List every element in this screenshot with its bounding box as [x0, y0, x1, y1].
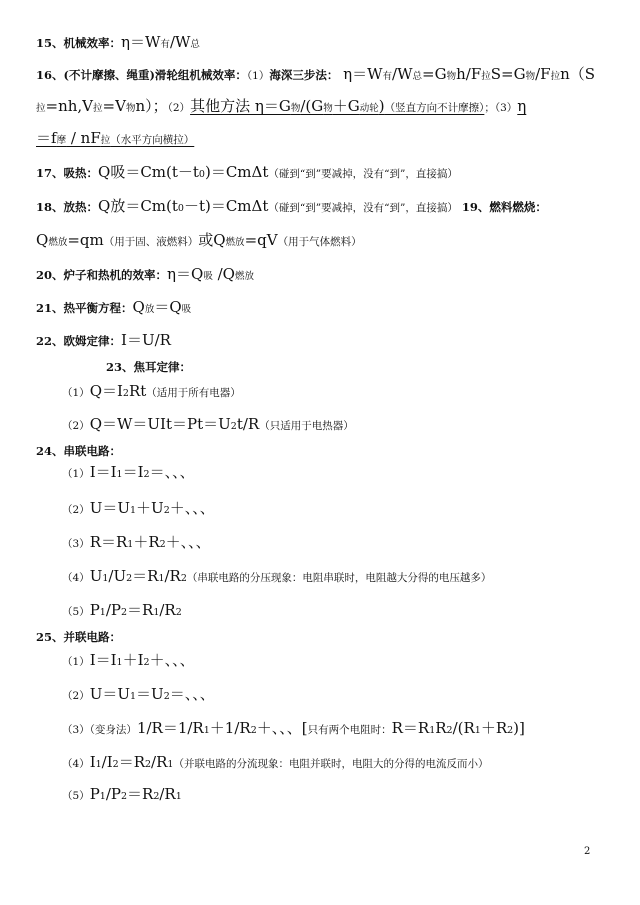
formula-part: （2） — [62, 504, 90, 516]
formula-part: （碰到“到”要减掉，没有“到”，直接搞） — [268, 168, 458, 180]
formula-part: 吸 — [181, 304, 192, 315]
formula-part: 1/R＝1/R — [136, 719, 204, 737]
line-16-cont-1 — [36, 98, 526, 114]
formula-part: R＝R — [89, 533, 128, 551]
formula-part: 2 — [120, 607, 128, 618]
formula-part: 摩 — [56, 135, 67, 146]
line-25-heading — [36, 628, 121, 644]
formula-part: （2） — [62, 420, 90, 432]
formula-part: 燃放 — [225, 237, 245, 248]
item-label: 24、串联电路： — [36, 444, 122, 458]
line-23-2 — [62, 416, 354, 432]
formula-part: 总 — [190, 39, 200, 50]
formula-part: /W — [392, 65, 413, 83]
line-23-heading — [106, 358, 191, 374]
formula-part: 有 — [382, 71, 393, 82]
line-21 — [36, 299, 191, 315]
formula-part: ＋G — [332, 97, 360, 115]
formula-part: ＝I — [122, 463, 144, 481]
item-label: 25、并联电路： — [36, 630, 122, 644]
formula-part: I＝I — [89, 651, 117, 669]
formula-part: 2 — [145, 759, 152, 770]
formula-part: /R — [159, 601, 176, 619]
line-20 — [36, 266, 254, 282]
formula-part: （串联电路的分压现象：电阻串联时，电阻越大分得的电压越多） — [186, 572, 492, 584]
formula-part: 燃放 — [48, 237, 68, 248]
formula-part: /(R — [452, 719, 475, 737]
item-label: 17、吸热： — [36, 166, 99, 180]
formula-part: 海深三步法： — [269, 68, 339, 82]
formula-part: =nh,V — [45, 97, 94, 115]
formula-part: 1 — [158, 573, 165, 584]
formula-part: Q＝I — [89, 382, 123, 400]
line-25-4 — [62, 754, 488, 770]
item-label: 15、机械效率： — [36, 36, 122, 50]
formula-part: 2 — [175, 607, 182, 618]
formula-part: 2 — [122, 388, 129, 399]
formula-part: 1 — [99, 791, 106, 802]
formula-part: 2 — [180, 573, 187, 584]
formula-part: ；（3） — [484, 102, 518, 114]
item-label: 22、欧姆定律： — [36, 334, 122, 348]
formula-part: ＝R — [132, 567, 159, 585]
formula-part: 1 — [167, 759, 174, 770]
formula-part: ) — [378, 97, 385, 115]
line-25-2 — [62, 686, 215, 702]
formula-part: 0 — [198, 169, 205, 180]
formula-part: 1 — [99, 607, 106, 618]
formula-part: 物 — [290, 103, 301, 114]
item-label: 23、焦耳定律： — [106, 360, 192, 374]
formula-part: （2） — [167, 102, 191, 114]
formula-part: ＋、、、 — [149, 651, 195, 669]
formula-part: 总 — [412, 71, 423, 82]
formula-part: n）； — [135, 97, 168, 115]
formula-part: 1 — [429, 725, 436, 736]
line-19-formula — [36, 232, 362, 248]
formula-part: 物 — [525, 71, 536, 82]
formula-part: 2 — [143, 657, 150, 668]
formula-part: I＝I — [89, 463, 117, 481]
formula-part: I — [89, 753, 96, 771]
page-number: 2 — [584, 846, 591, 857]
formula-part: =V — [102, 97, 126, 115]
formula-part: 拉 — [93, 103, 103, 114]
formula-part: （只适用于电热器） — [259, 420, 354, 432]
formula-part: η＝Q — [167, 265, 204, 283]
formula-part: 吸 — [203, 271, 213, 282]
formula-part: （5） — [62, 606, 90, 618]
formula-part: 拉 — [550, 71, 561, 82]
formula-part: /Q — [212, 265, 235, 283]
formula-part: Q — [36, 231, 49, 249]
formula-part: 2 — [163, 505, 170, 516]
formula-part: ＝R — [127, 601, 154, 619]
formula-part: Q＝W＝UIt＝Pt＝U — [89, 415, 231, 433]
formula-part: （用于固、液燃料） — [103, 236, 199, 248]
formula-part: U＝U — [89, 685, 130, 703]
formula-part: h/F — [456, 65, 482, 83]
formula-part: ＋、、、 — [169, 499, 215, 517]
formula-part: ＝R — [118, 753, 145, 771]
line-24-heading — [36, 442, 121, 458]
formula-part: ＋R — [133, 533, 160, 551]
formula-part: P — [89, 601, 100, 619]
formula-part: 2 — [230, 421, 237, 432]
formula-part: t/R — [236, 415, 260, 433]
formula-part: ＝、、、 — [169, 685, 215, 703]
formula-part: Q — [132, 298, 145, 316]
formula-part: 只有两个电阻时： — [307, 724, 392, 736]
line-25-5 — [62, 786, 182, 802]
formula-part: 其他方法 η＝G — [190, 97, 291, 115]
item-label: 18、放热： — [36, 200, 99, 214]
formula-part: ＋U — [136, 499, 164, 517]
formula-part: 拉 — [36, 103, 46, 114]
formula-part: =qm — [67, 231, 104, 249]
line-24-1 — [62, 464, 195, 480]
formula-part: 1 — [129, 505, 137, 516]
formula-part: ＋R — [480, 719, 508, 737]
formula-part: 1 — [95, 759, 102, 770]
formula-part: ＝Q — [154, 298, 182, 316]
formula-part: 1 — [116, 657, 123, 668]
formula-part: /P — [105, 601, 121, 619]
line-23-1 — [62, 383, 241, 399]
formula-part: U — [89, 567, 103, 585]
formula-part: =qV — [244, 231, 278, 249]
item-label: 16、(不计摩擦、绳重)滑轮组机械效率： — [36, 68, 247, 82]
formula-part: 拉 — [481, 71, 491, 82]
line-22 — [36, 332, 171, 348]
formula-part: ＝U — [136, 685, 164, 703]
formula-part: 燃放 — [234, 271, 254, 282]
formula-part: ＝f — [36, 129, 57, 147]
line-25-1 — [62, 652, 195, 668]
formula-part: 1 — [153, 607, 160, 618]
formula-part: /R — [159, 785, 176, 803]
formula-part: 1 — [474, 725, 481, 736]
formula-part: η — [517, 97, 527, 115]
formula-part: （2） — [62, 690, 90, 702]
formula-part: 2 — [126, 573, 133, 584]
formula-part: （1） — [62, 387, 90, 399]
formula-part: （4） — [62, 572, 90, 584]
formula-part: 2 — [143, 469, 150, 480]
line-15 — [36, 34, 200, 50]
formula-part: η＝W — [338, 65, 383, 83]
formula-part: R＝R — [391, 719, 430, 737]
formula-part: η＝W — [121, 33, 161, 51]
formula-part: 放 — [144, 304, 155, 315]
formula-part: ＋1/R — [209, 719, 251, 737]
line-24-4 — [62, 568, 491, 584]
formula-part: ＋、、、[ — [256, 719, 308, 737]
formula-part: （竖直方向不计摩擦） — [384, 102, 485, 114]
formula-part: n（S — [560, 65, 596, 83]
line-24-2 — [62, 500, 215, 516]
formula-part: 2 — [507, 725, 514, 736]
formula-part: 2 — [153, 791, 160, 802]
formula-part: 或Q — [198, 231, 226, 249]
item-label: 21、热平衡方程： — [36, 301, 133, 315]
formula-part: （1） — [62, 468, 90, 480]
formula-part: Q吸＝Cm(t－t — [98, 163, 199, 181]
formula-part: 物 — [446, 71, 457, 82]
formula-part: 1 — [203, 725, 210, 736]
line-18-19 — [36, 198, 547, 214]
formula-part: （1） — [62, 656, 90, 668]
formula-part: Rt — [128, 382, 147, 400]
formula-part: 2 — [159, 539, 166, 550]
formula-part: /R — [151, 753, 168, 771]
formula-part: 0 — [177, 203, 184, 214]
formula-part: 2 — [250, 725, 257, 736]
formula-part: P — [89, 785, 100, 803]
formula-part: （用于气体燃料） — [277, 236, 362, 248]
formula-part: )] — [513, 719, 525, 737]
formula-part: 2 — [446, 725, 453, 736]
formula-part: 1 — [129, 691, 137, 702]
formula-part: （1） — [246, 70, 270, 82]
formula-part: （适用于所有电器） — [146, 387, 241, 399]
formula-part: ＝、、、 — [149, 463, 195, 481]
formula-part: I＝U/R — [121, 331, 171, 349]
formula-part: （5） — [62, 790, 90, 802]
formula-part: 动轮 — [359, 103, 379, 114]
formula-part: 有 — [160, 39, 170, 50]
formula-part: /W — [169, 33, 191, 51]
formula-part: －t)＝CmΔt — [183, 197, 269, 215]
formula-part: 1 — [116, 469, 123, 480]
formula-part: Q放＝Cm(t — [98, 197, 178, 215]
formula-part: ＝R — [127, 785, 154, 803]
line-16 — [36, 66, 595, 82]
formula-part: /R — [164, 567, 181, 585]
formula-part: ＋I — [122, 651, 144, 669]
formula-part: 1 — [175, 791, 182, 802]
line-25-3 — [62, 720, 525, 736]
line-17 — [36, 164, 458, 180]
formula-part: 物 — [125, 103, 136, 114]
formula-part: /U — [108, 567, 127, 585]
formula-part: U＝U — [89, 499, 130, 517]
formula-part: 2 — [112, 759, 119, 770]
formula-part: 19、燃料燃烧： — [457, 200, 547, 214]
formula-part: 2 — [120, 791, 128, 802]
formula-part: /I — [101, 753, 113, 771]
formula-part: 2 — [163, 691, 170, 702]
formula-part: / nF — [66, 129, 101, 147]
formula-part: R — [435, 719, 447, 737]
line-24-5 — [62, 602, 182, 618]
formula-part: （4） — [62, 758, 90, 770]
line-16-cont-2 — [36, 130, 194, 146]
formula-part: ＋、、、 — [165, 533, 211, 551]
formula-part: （水平方向横拉） — [110, 134, 195, 146]
formula-part: （并联电路的分流现象：电阻并联时，电阻大的分得的电流反而小） — [173, 758, 489, 770]
formula-part: （3） — [62, 538, 90, 550]
item-label: 20、炉子和热机的效率： — [36, 268, 168, 282]
formula-part: （碰到“到”要减掉，没有“到”，直接搞） — [268, 202, 458, 214]
formula-part: /(G — [300, 97, 324, 115]
formula-part: /F — [535, 65, 551, 83]
formula-part: （3）（变身法） — [62, 724, 137, 736]
formula-part: =G — [422, 65, 447, 83]
formula-part: 1 — [102, 573, 109, 584]
formula-part: /P — [105, 785, 121, 803]
formula-part: )＝CmΔt — [204, 163, 269, 181]
formula-part: 拉 — [100, 135, 111, 146]
line-24-3 — [62, 534, 211, 550]
formula-part: S=G — [490, 65, 526, 83]
formula-part: 物 — [323, 103, 333, 114]
formula-part: 1 — [127, 539, 134, 550]
